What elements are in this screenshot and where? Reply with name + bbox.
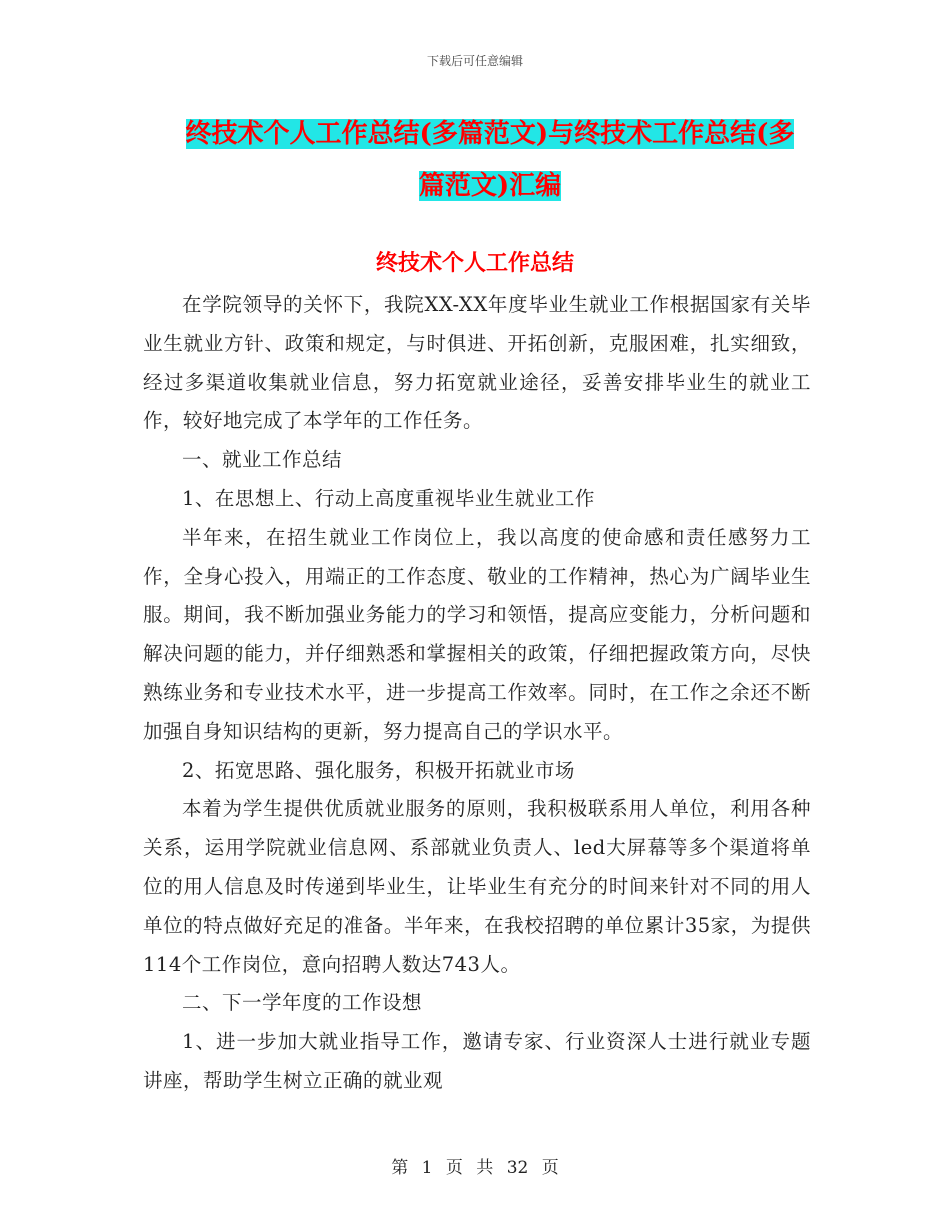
heading-employment-summary: 一、就业工作总结 [182,448,343,472]
footer-prefix: 第 [391,1158,409,1178]
footer-page-label: 页 [445,1158,463,1178]
footer-total-label: 共 [476,1158,494,1178]
paragraph-intro: 在学院领导的关怀下，我院XX-XX年度毕业生就业工作根据国家有关毕业生就业方针、政策和规定，与时俱进、开拓创新，克服困难，扎实细致，经过多渠道收集就业信息，努力拓宽就业途径，妥善安排毕业生的就业工作，较好地完成了本学年的工作任务。 [143,293,811,433]
subheading-1: 1、在思想上、行动上高度重视毕业生就业工作 [182,486,595,510]
document-title [140,108,840,212]
heading-next-year-plan: 二、下一学年度的工作设想 [182,991,423,1015]
footer-suffix: 页 [541,1158,559,1178]
footer-total-pages: 32 [506,1158,529,1178]
subheading-2: 2、拓宽思路、强化服务，积极开拓就业市场 [182,758,575,782]
section-title: 终技术个人工作总结 [375,250,574,276]
page-footer [0,1153,950,1178]
footer-page-number: 1 [421,1158,433,1178]
paragraph-work-attitude: 半年来，在招生就业工作岗位上，我以高度的使命感和责任感努力工作，全身心投入，用端正的工作态度、敬业的工作精神，热心为广阔毕业生服。期间，我不断加强业务能力的学习和领悟，提高应变能力，分析问题和解决问题的能力，并仔细熟悉和掌握相关的政策，仔细把握政策方向，尽快熟练业务和专业技术水平，进一步提高工作效率。同时，在工作之余还不断加强自身知识结构的更新，努力提高自己的学识水平。 [143,525,811,743]
paragraph-plan-item-1: 1、进一步加大就业指导工作，邀请专家、行业资深人士进行就业专题讲座，帮助学生树立正确的就业观 [143,1030,811,1092]
document-title-line-2: 篇范文)汇编 [418,171,562,201]
document-title-line-1: 终技术个人工作总结(多篇范文)与终技术工作总结(多 [185,119,795,149]
header-note: 下载后可任意编辑 [426,54,523,68]
paragraph-job-market: 本着为学生提供优质就业服务的原则，我积极联系用人单位，利用各种关系，运用学院就业信息网、系部就业负责人、led大屏幕等多个渠道将单位的用人信息及时传递到毕业生，让毕业生有充分的时间来针对不同的用人单位的特点做好充足的准备。半年来，在我校招聘的单位累计35家，为提供114个工作岗位，意向招聘人数达743人。 [143,797,811,976]
document-body [143,286,811,1101]
